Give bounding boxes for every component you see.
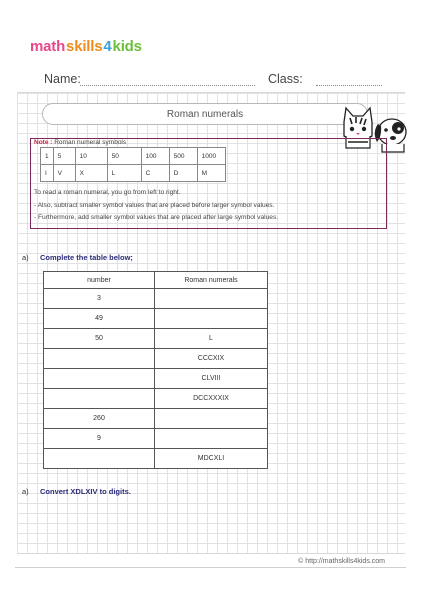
note-label (34, 139, 126, 146)
symbol-letter: X (75, 165, 107, 182)
roman-symbols-table (40, 147, 226, 182)
symbols-number-row (41, 148, 226, 165)
class-label: Class: (268, 72, 303, 86)
name-label: Name: (44, 72, 81, 86)
roman-cell[interactable]: CCCXIX (155, 349, 268, 369)
number-cell[interactable]: 9 (44, 429, 155, 449)
note-subtitle: Roman numeral symbols (54, 139, 127, 146)
table-row (44, 349, 268, 369)
symbol-value: 10 (75, 148, 107, 165)
table-row (44, 429, 268, 449)
note-line: - Furthermore, add smaller symbol values that are placed after large symbol values. (34, 214, 279, 221)
symbol-value: 50 (107, 148, 141, 165)
roman-cell[interactable] (155, 429, 268, 449)
logo-kids-text: kids (112, 38, 142, 55)
symbol-value: 5 (53, 148, 75, 165)
column-header-roman: Roman numerals (155, 272, 268, 289)
note-line: To read a roman numeral, you go from left to right. (34, 189, 181, 196)
question-b-marker: a) (22, 487, 29, 496)
roman-cell[interactable]: MDCXLI (155, 449, 268, 469)
table-header-row (44, 272, 268, 289)
table-row (44, 289, 268, 309)
number-cell[interactable]: 50 (44, 329, 155, 349)
question-b (22, 487, 131, 496)
worksheet-title-box (42, 103, 368, 125)
symbol-value: 1000 (197, 148, 225, 165)
number-cell[interactable]: 49 (44, 309, 155, 329)
question-b-text: Convert XDLXIV to digits. (40, 487, 131, 496)
name-field[interactable] (80, 85, 255, 86)
worksheet-title: Roman numerals (166, 108, 244, 120)
roman-cell[interactable]: CLVIII (155, 369, 268, 389)
roman-cell[interactable]: L (155, 329, 268, 349)
table-row (44, 409, 268, 429)
conversion-table (43, 271, 268, 469)
logo-four-text: 4 (103, 38, 112, 55)
roman-cell[interactable] (155, 309, 268, 329)
symbols-letter-row (41, 165, 226, 182)
question-a (22, 253, 133, 262)
table-row (44, 449, 268, 469)
note-line: - Also, subtract smaller symbol values that are placed before larger symbol values. (34, 202, 275, 209)
footer-url: © http://mathskills4kids.com (298, 558, 385, 565)
table-row (44, 309, 268, 329)
table-row (44, 369, 268, 389)
roman-cell[interactable]: DCCXXXIX (155, 389, 268, 409)
table-row (44, 329, 268, 349)
symbol-letter: D (169, 165, 197, 182)
footer-divider (15, 567, 406, 568)
column-header-number: number (44, 272, 155, 289)
number-cell[interactable]: 3 (44, 289, 155, 309)
roman-cell[interactable] (155, 289, 268, 309)
class-field[interactable] (316, 85, 382, 86)
symbol-letter: M (197, 165, 225, 182)
table-row (44, 389, 268, 409)
symbol-letter: L (107, 165, 141, 182)
roman-cell[interactable] (155, 409, 268, 429)
symbol-letter: C (141, 165, 169, 182)
symbol-letter: I (41, 165, 54, 182)
mathskills4kids-logo (30, 38, 142, 55)
logo-math-text: math (30, 38, 66, 55)
number-cell[interactable] (44, 449, 155, 469)
logo-skills-text: skills (66, 38, 103, 55)
number-cell[interactable]: 260 (44, 409, 155, 429)
number-cell[interactable] (44, 349, 155, 369)
number-cell[interactable] (44, 369, 155, 389)
symbol-value: 1 (41, 148, 54, 165)
symbol-value: 100 (141, 148, 169, 165)
symbol-value: 500 (169, 148, 197, 165)
question-a-marker: a) (22, 253, 29, 262)
question-a-text: Complete the table below; (40, 253, 133, 262)
symbol-letter: V (53, 165, 75, 182)
number-cell[interactable] (44, 389, 155, 409)
note-heading: Note : (34, 139, 53, 146)
